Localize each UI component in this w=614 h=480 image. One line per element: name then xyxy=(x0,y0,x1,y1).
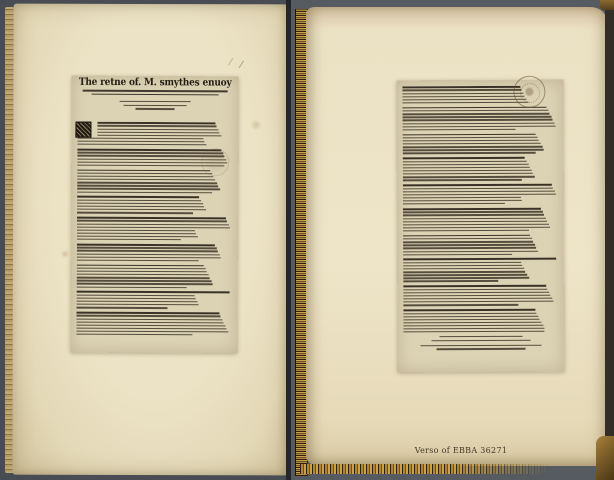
text-line xyxy=(97,134,221,136)
stanza xyxy=(77,196,232,214)
text-line xyxy=(402,110,548,112)
stanza xyxy=(77,243,232,261)
text-line xyxy=(76,327,226,329)
text-line xyxy=(403,247,536,249)
text-line xyxy=(403,244,535,246)
text-line xyxy=(402,86,520,88)
text-line xyxy=(77,220,227,222)
text-line xyxy=(76,321,223,323)
broadside-title: The retne of. M. smythes enuoy xyxy=(78,77,232,90)
text-line xyxy=(403,211,543,213)
gilt-bottom-edge xyxy=(300,464,550,474)
text-line xyxy=(77,291,230,293)
text-line xyxy=(403,328,544,330)
stanza xyxy=(403,234,558,255)
broadside-body-text xyxy=(402,86,558,370)
text-line xyxy=(77,247,217,249)
text-line xyxy=(403,298,552,300)
text-line xyxy=(402,89,521,91)
text-line xyxy=(77,283,213,285)
text-line xyxy=(77,298,196,300)
text-line xyxy=(403,274,527,276)
text-line xyxy=(77,236,198,238)
stanza xyxy=(402,106,557,130)
text-line xyxy=(403,268,524,270)
text-line xyxy=(76,318,222,320)
text-line xyxy=(403,140,539,142)
text-line xyxy=(77,137,203,139)
foxing-spot xyxy=(250,120,262,130)
stanza xyxy=(403,133,558,154)
archive-caption: Verso of EBBA 36271 xyxy=(414,446,508,455)
text-line xyxy=(403,167,530,169)
text-line xyxy=(403,265,522,267)
text-line xyxy=(403,170,532,172)
text-line xyxy=(77,212,193,214)
text-line xyxy=(403,262,521,264)
text-line xyxy=(403,152,536,154)
text-line xyxy=(83,90,228,92)
text-line xyxy=(403,190,555,192)
cover-corner-top xyxy=(600,0,614,10)
text-line xyxy=(403,214,544,216)
text-line xyxy=(77,229,195,231)
text-line xyxy=(403,315,538,317)
text-line xyxy=(403,234,530,236)
text-line xyxy=(403,285,546,287)
text-line xyxy=(403,322,541,324)
text-line xyxy=(403,187,553,189)
text-line xyxy=(403,197,521,199)
text-line xyxy=(403,304,518,306)
text-line xyxy=(77,209,206,211)
stanza xyxy=(77,122,232,146)
text-line xyxy=(76,334,192,336)
text-line xyxy=(403,116,552,118)
text-line xyxy=(76,331,228,333)
text-line xyxy=(77,271,207,273)
text-line xyxy=(77,185,218,187)
foxing-spot xyxy=(60,250,70,258)
text-line xyxy=(403,325,543,327)
broadside-verso xyxy=(396,80,564,373)
stanza xyxy=(403,157,558,181)
text-line xyxy=(403,137,538,139)
text-line xyxy=(403,292,549,294)
cover-edge xyxy=(605,0,614,480)
text-line xyxy=(403,238,532,240)
text-line xyxy=(403,176,535,178)
text-line xyxy=(403,295,550,297)
text-line xyxy=(403,119,553,121)
stanza xyxy=(403,184,558,205)
text-line xyxy=(403,164,529,166)
broadside-subtitle xyxy=(80,90,231,98)
text-line xyxy=(403,250,538,252)
text-line xyxy=(403,223,549,225)
text-line xyxy=(77,203,203,205)
text-line xyxy=(136,108,175,110)
text-line xyxy=(402,99,526,101)
text-line xyxy=(77,148,221,150)
text-line xyxy=(403,277,529,279)
text-line xyxy=(77,206,204,208)
text-line xyxy=(77,277,210,279)
faint-library-stamp xyxy=(201,148,229,176)
text-line xyxy=(403,301,553,303)
text-line xyxy=(77,182,217,184)
text-line xyxy=(97,131,219,133)
text-line xyxy=(403,193,556,195)
broadside-motto xyxy=(98,101,213,113)
text-line xyxy=(403,318,539,320)
text-line xyxy=(119,101,190,103)
text-line xyxy=(403,258,556,260)
text-line xyxy=(77,301,198,303)
text-line xyxy=(77,264,204,266)
text-line xyxy=(403,122,555,124)
text-line xyxy=(76,312,219,314)
text-line xyxy=(97,128,218,130)
text-line xyxy=(77,173,212,175)
text-line xyxy=(77,199,201,201)
broadside-imprint xyxy=(404,345,559,350)
broadside-colophon xyxy=(403,336,558,342)
text-line xyxy=(92,93,219,95)
text-line xyxy=(77,232,196,234)
broadside-recto xyxy=(70,76,238,354)
library-stamp-inner-ring xyxy=(517,80,542,105)
text-line xyxy=(403,241,533,243)
text-line xyxy=(77,243,215,245)
text-line xyxy=(77,191,212,193)
text-line xyxy=(76,315,220,317)
text-line xyxy=(77,304,199,306)
text-line xyxy=(403,288,547,290)
text-line xyxy=(403,125,556,127)
text-line xyxy=(403,179,522,181)
broadside-stanzas xyxy=(402,86,558,333)
text-line xyxy=(403,230,529,232)
text-line xyxy=(403,113,550,115)
text-line xyxy=(77,259,199,261)
text-line xyxy=(403,157,525,159)
text-line xyxy=(403,331,544,333)
text-line xyxy=(77,256,221,258)
text-line xyxy=(77,179,215,181)
text-line xyxy=(97,122,215,124)
text-line xyxy=(403,149,544,151)
text-line xyxy=(431,339,530,341)
stanza xyxy=(77,264,232,288)
text-line xyxy=(77,141,204,143)
text-line xyxy=(77,196,199,198)
text-line xyxy=(403,161,527,163)
text-line xyxy=(402,95,524,97)
text-line xyxy=(77,250,218,252)
text-line xyxy=(124,105,186,107)
stanza xyxy=(403,208,558,232)
text-line xyxy=(77,253,220,255)
text-line xyxy=(402,92,523,94)
text-line xyxy=(77,239,181,241)
text-line xyxy=(403,129,516,131)
text-line xyxy=(403,312,536,314)
stanza xyxy=(77,291,232,309)
stanza xyxy=(403,258,558,282)
text-line xyxy=(76,324,225,326)
text-line xyxy=(421,345,542,347)
text-line xyxy=(77,294,195,296)
text-line xyxy=(77,226,230,228)
text-line xyxy=(77,223,229,225)
text-line xyxy=(97,125,216,127)
text-line xyxy=(403,173,533,175)
stanza xyxy=(77,217,232,241)
text-line xyxy=(403,146,543,148)
text-line xyxy=(403,271,525,273)
text-line xyxy=(436,348,526,350)
text-line xyxy=(77,176,213,178)
text-line xyxy=(77,188,220,190)
text-line xyxy=(403,217,546,219)
text-line xyxy=(77,274,209,276)
cover-corner-bottom xyxy=(596,436,614,480)
stanza xyxy=(403,285,558,306)
stanza xyxy=(403,309,558,333)
text-line xyxy=(77,144,206,146)
text-line xyxy=(403,220,547,222)
text-line xyxy=(403,143,541,145)
text-line xyxy=(439,336,523,338)
text-line xyxy=(403,208,541,210)
text-line xyxy=(77,217,226,219)
text-line xyxy=(402,102,528,104)
text-line xyxy=(77,152,223,154)
text-line xyxy=(77,307,168,309)
text-line xyxy=(403,184,552,186)
text-line xyxy=(77,286,187,288)
text-line xyxy=(403,226,550,228)
text-line xyxy=(77,268,206,270)
stanza xyxy=(76,312,231,336)
text-line xyxy=(403,280,498,282)
text-line xyxy=(77,280,212,282)
text-line xyxy=(403,309,535,311)
text-line xyxy=(403,254,512,256)
text-line xyxy=(77,169,210,171)
text-line xyxy=(403,200,522,202)
text-line xyxy=(403,203,505,205)
text-line xyxy=(403,133,536,135)
